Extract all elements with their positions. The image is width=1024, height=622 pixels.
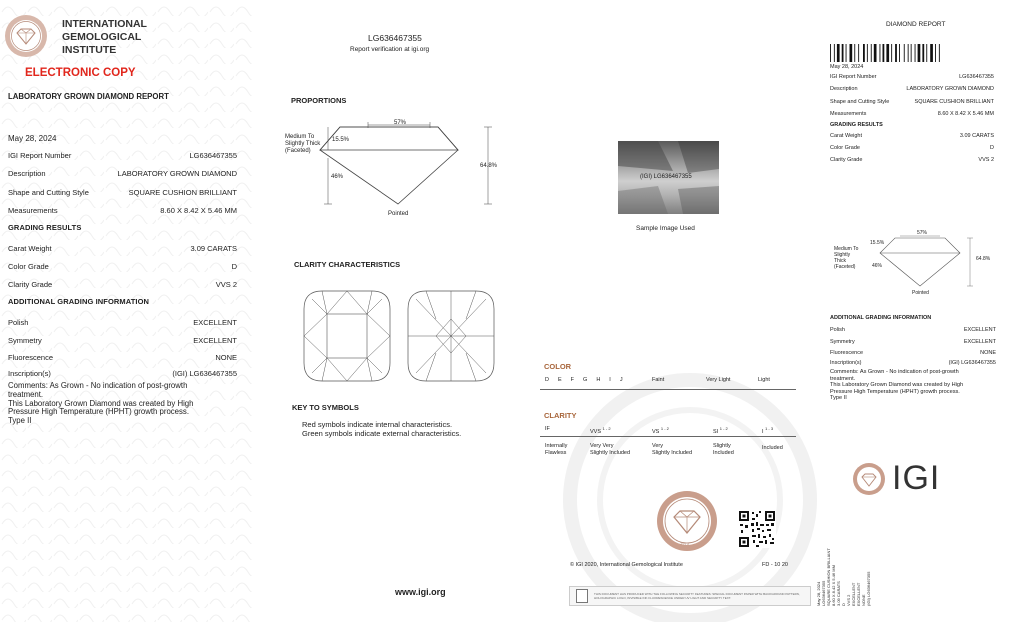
label: Measurements: [830, 111, 867, 117]
right-row-clarity: [830, 157, 994, 163]
clarity-characteristics-title: CLARITY CHARACTERISTICS: [294, 260, 401, 269]
rotated-col-1: [816, 516, 871, 606]
r-color: D: [841, 603, 846, 606]
right-date: May 28, 2024: [830, 64, 864, 70]
barcode-bar: [899, 44, 900, 62]
barcode-bar: [830, 44, 831, 62]
right-row-shape: [830, 99, 994, 105]
right-row-color: [830, 145, 994, 151]
copyright: © IGI 2020, International Gemological Institute: [570, 562, 683, 568]
comment-line: Pressure High Temperature (HPHT) growth process.: [8, 407, 189, 417]
desc-line: Internally: [545, 443, 568, 449]
comment-line: Type II: [830, 395, 847, 401]
grade: VS: [652, 428, 660, 435]
desc-line: Slightly: [713, 443, 731, 449]
comment-line: Pressure High Temperature (HPHT) growth process.: [830, 388, 960, 395]
rotated-block: [816, 512, 1006, 606]
color-letter: G: [583, 377, 588, 383]
label: Description: [8, 169, 46, 178]
right-grading-title: GRADING RESULTS: [830, 122, 883, 128]
value: LABORATORY GROWN DIAMOND: [117, 169, 237, 178]
grade-range: 1 - 2: [660, 426, 669, 431]
label: Shape and Cutting Style: [8, 188, 89, 197]
label: Color Grade: [8, 262, 49, 271]
left-row-measurements: [8, 206, 237, 215]
desc-line: Flawless: [545, 450, 567, 456]
clarity-desc-vs: [652, 443, 692, 457]
label: Inscription(s): [8, 369, 51, 378]
right-crown-percent: 15.5%: [870, 240, 885, 246]
left-row-symmetry: [8, 336, 237, 345]
value: LG636467355: [959, 74, 994, 80]
color-letter: D: [545, 377, 549, 383]
girdle-line: Slightly Thick: [285, 141, 321, 147]
color-letter: F: [570, 377, 575, 383]
barcode-bar: [858, 44, 859, 62]
grade-range: 1 - 2: [602, 426, 611, 431]
key-to-symbols-title: KEY TO SYMBOLS: [292, 403, 359, 412]
left-row-inscription: [8, 369, 237, 378]
clarity-desc-vvs: [590, 443, 630, 457]
grading-results-title: GRADING RESULTS: [8, 223, 82, 232]
org-name: [62, 18, 147, 57]
value: NONE: [215, 353, 237, 362]
report-number-top: LG636467355: [368, 33, 422, 43]
barcode-bar: [911, 44, 912, 62]
left-row-fluorescence: [8, 353, 237, 362]
value: 3.09 CARATS: [959, 133, 994, 139]
barcode-bar: [935, 44, 936, 62]
clarity-desc-si: [713, 443, 734, 457]
color-faint: Faint: [652, 377, 665, 383]
clarity-plot-pavilion: [406, 289, 496, 383]
clarity-scale-title: CLARITY: [544, 411, 577, 420]
barcode-bar: [846, 44, 847, 62]
value: EXCELLENT: [963, 339, 996, 345]
barcode-bar: [867, 44, 868, 62]
barcode-bar: [837, 44, 840, 62]
right-row-report-number: [830, 74, 994, 80]
barcode-bar: [874, 44, 877, 62]
value: D: [231, 262, 237, 271]
label: Description: [830, 86, 858, 92]
label: Measurements: [8, 206, 58, 215]
grade: I: [762, 428, 764, 435]
barcode-bar: [854, 44, 855, 62]
color-letter: H: [596, 377, 601, 383]
clarity-grade-vs: [652, 426, 669, 435]
girdle-line: Medium To: [834, 246, 859, 252]
r-shape: SQUARE CUSHION BRILLIANT: [826, 548, 831, 606]
document-icon: [576, 589, 588, 603]
depth-percent: 64.8%: [480, 163, 498, 169]
key-red: Red symbols indicate internal characteristics.: [302, 420, 453, 429]
value: (IGI) LG636467355: [948, 360, 996, 366]
barcode-bar: [871, 44, 872, 62]
r-polish: EXCELLENT: [851, 582, 856, 606]
clarity-plot-crown: [302, 289, 392, 383]
website[interactable]: www.igi.org: [395, 587, 446, 597]
r-meas: 8.60 X 8.42 X 5.46 MM: [831, 565, 836, 606]
comment-line: Comments: As Grown - No indication of post-growth: [8, 381, 188, 390]
comment-line: Type II: [8, 416, 32, 426]
color-very-light: Very Light: [706, 377, 731, 383]
girdle-line: (Faceted): [834, 264, 856, 270]
desc-line: Very: [652, 443, 664, 449]
r-fluor: NONE: [861, 594, 866, 606]
color-scale-line: [540, 389, 796, 390]
value: SQUARE CUSHION BRILLIANT: [914, 99, 994, 105]
comment-line: This Laboratory Grown Diamond was created by High: [8, 398, 194, 408]
security-note: THIS DOCUMENT HAS PRODUCED WITH THE FOLLOWING SECURITY FEATURES: SPECIAL DOCUMENT PAPER WITH BACKGROUND PATTERN, HOLOGRAPHIC LOGO, INVISIBLE INK FLUORESCENCE UNDER UV LIGHT AND SECURITY TEXT.: [594, 592, 800, 600]
value: NONE: [980, 350, 996, 356]
r-insc: (IGI) LG636467355: [866, 571, 871, 606]
color-letter: I: [609, 377, 611, 383]
color-light: Light: [758, 377, 770, 383]
right-row-measurements: [830, 111, 994, 117]
proportions-title: PROPORTIONS: [291, 96, 347, 105]
qr-code[interactable]: [738, 510, 776, 548]
left-row-color: [8, 262, 237, 271]
label: Symmetry: [8, 336, 42, 345]
barcode-bar: [926, 44, 927, 62]
org-line-2: GEMOLOGICAL: [62, 31, 142, 43]
value: 8.60 X 8.42 X 5.46 MM: [160, 206, 237, 215]
value: EXCELLENT: [963, 327, 996, 333]
clarity-grade-if: IF: [545, 426, 550, 432]
barcode-bar: [895, 44, 897, 62]
security-note-box: [569, 586, 811, 606]
girdle-line: Slightly: [834, 252, 851, 258]
r-carat: 3.09 CARATS: [836, 581, 841, 606]
crown-percent: 15.5%: [332, 137, 350, 143]
comment-line: This Laboratory Grown Diamond was created by High: [830, 382, 964, 388]
clarity-grade-vvs: [590, 426, 611, 435]
barcode-bar: [939, 44, 940, 62]
value: D: [990, 145, 994, 151]
left-row-clarity: [8, 280, 237, 289]
color-letter: J: [619, 377, 623, 383]
grade: VVS: [590, 428, 602, 435]
left-row-shape: [8, 188, 237, 197]
right-row-carat: [830, 133, 994, 139]
label: Inscription(s): [830, 360, 862, 366]
value: SQUARE CUSHION BRILLIANT: [128, 188, 237, 197]
desc-line: Slightly Included: [590, 450, 631, 456]
girdle-line: Thick: [834, 258, 846, 264]
table-percent: 57%: [394, 120, 407, 126]
value: EXCELLENT: [193, 336, 237, 345]
comment-line: treatment.: [830, 375, 856, 382]
label: Shape and Cutting Style: [830, 99, 890, 105]
right-proportions-diagram: [860, 228, 990, 292]
label: Polish: [830, 327, 845, 333]
igi-logo-text: IGI: [892, 459, 941, 497]
right-row-symmetry: [830, 339, 996, 345]
barcode-bar: [918, 44, 921, 62]
grade: SI: [713, 428, 719, 435]
seal-year: 1975: [680, 541, 689, 546]
right-row-description: [830, 86, 994, 92]
value: 3.09 CARATS: [190, 244, 237, 253]
color-scale-title: COLOR: [544, 362, 572, 371]
form-code: FD - 10 20: [762, 562, 788, 568]
value: (IGI) LG636467355: [172, 369, 237, 378]
girdle-line: (Faceted): [285, 148, 311, 154]
additional-info-title: ADDITIONAL GRADING INFORMATION: [8, 297, 150, 306]
r-clarity: VVS 2: [846, 594, 851, 606]
barcode: [830, 44, 945, 62]
right-comments: [830, 369, 963, 402]
key-green: Green symbols indicate external characteristics.: [302, 429, 462, 438]
left-row-carat: [8, 244, 237, 253]
r-date: May 28, 2024: [816, 581, 821, 606]
right-row-fluorescence: [830, 350, 996, 356]
right-row-polish: [830, 327, 996, 333]
value: LG636467355: [189, 151, 237, 160]
diamond-report-label: DIAMOND REPORT: [886, 21, 946, 28]
pavilion-percent: 46%: [331, 174, 344, 180]
grade-range: 1 - 3: [765, 426, 774, 431]
right-girdle-label: [834, 246, 858, 270]
rotated-mini-report: [816, 512, 1006, 606]
label: Fluorescence: [8, 353, 54, 362]
right-row-inscription: [830, 360, 996, 366]
label: Clarity Grade: [830, 157, 863, 163]
color-letters: [545, 377, 623, 383]
org-line-3: INSTITUTE: [62, 44, 117, 56]
culet-label: Pointed: [388, 211, 409, 217]
barcode-bar: [863, 44, 865, 62]
barcode-bar: [904, 44, 905, 62]
sample-inscription: (IGI) LG636467355: [640, 174, 692, 180]
barcode-bar: [886, 44, 889, 62]
org-line-1: INTERNATIONAL: [62, 18, 147, 30]
igi-seal-logo: [4, 14, 48, 58]
report-date: May 28, 2024: [8, 134, 57, 143]
value: VVS 2: [978, 157, 994, 163]
clarity-grade-si: [713, 426, 728, 435]
left-row-description: [8, 169, 237, 178]
igi-seal-small: [852, 462, 886, 496]
proportions-diagram: [280, 112, 510, 222]
comment-line: treatment.: [8, 389, 44, 399]
r-sym: EXCELLENT: [856, 582, 861, 606]
barcode-bar: [891, 44, 892, 62]
report-title: LABORATORY GROWN DIAMOND REPORT: [8, 92, 169, 101]
label: Symmetry: [830, 339, 855, 345]
right-depth-percent: 64.8%: [976, 256, 991, 262]
barcode-bar: [842, 44, 844, 62]
label: IGI Report Number: [8, 151, 72, 160]
barcode-bar: [834, 44, 835, 62]
label: Fluorescence: [830, 350, 864, 356]
label: IGI Report Number: [830, 74, 877, 80]
label: Polish: [8, 318, 29, 327]
desc-line: Included: [713, 450, 734, 456]
grade-range: 1 - 2: [719, 426, 728, 431]
value: 8.60 X 8.42 X 5.46 MM: [937, 111, 994, 117]
label: Carat Weight: [830, 133, 862, 139]
barcode-bar: [922, 44, 924, 62]
comment-line: Comments: As Grown - No indication of post-growth: [830, 369, 959, 375]
right-additional-title: ADDITIONAL GRADING INFORMATION: [830, 315, 932, 321]
value: EXCELLENT: [193, 318, 237, 327]
right-table-percent: 57%: [917, 230, 928, 236]
r-num: LG636467355: [821, 580, 826, 606]
color-letter: E: [557, 377, 562, 383]
desc-line: Slightly Included: [652, 450, 693, 456]
barcode-bar: [908, 44, 909, 62]
label: Carat Weight: [8, 244, 52, 253]
barcode-bar: [880, 44, 881, 62]
left-row-report-number: [8, 151, 237, 160]
label: Clarity Grade: [8, 280, 53, 289]
electronic-copy-label: ELECTRONIC COPY: [25, 67, 136, 79]
clarity-desc-if: [545, 443, 567, 457]
barcode-bar: [883, 44, 885, 62]
right-culet: Pointed: [912, 290, 929, 296]
value: VVS 2: [215, 280, 237, 289]
clarity-desc-i: Included: [762, 445, 783, 451]
label: Color Grade: [830, 145, 860, 151]
desc-line: Very Very: [590, 443, 614, 449]
value: LABORATORY GROWN DIAMOND: [906, 86, 994, 92]
barcode-bar: [850, 44, 853, 62]
barcode-bar: [915, 44, 916, 62]
clarity-grade-i: [762, 426, 773, 435]
girdle-line: Medium To: [285, 134, 315, 140]
sample-caption: Sample Image Used: [636, 225, 695, 232]
barcode-bar: [930, 44, 933, 62]
left-comments: [8, 382, 193, 426]
left-row-polish: [8, 318, 237, 327]
clarity-scale-line: [540, 436, 796, 437]
sample-image: [618, 141, 719, 214]
girdle-label: [285, 134, 320, 155]
right-pavilion-percent: 46%: [872, 263, 883, 269]
verification-text: Report verification at igi.org: [350, 46, 430, 53]
